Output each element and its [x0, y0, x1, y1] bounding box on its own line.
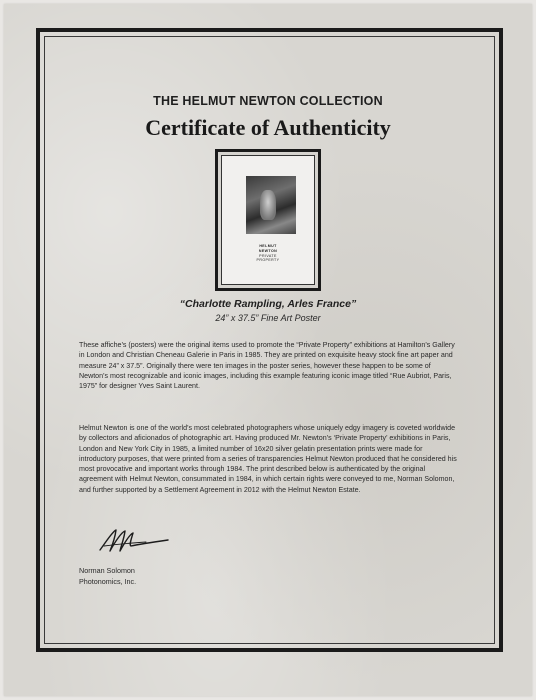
poster-text-property: PROPERTY	[256, 258, 280, 262]
poster-photo-image	[246, 176, 296, 234]
artwork-title: “Charlotte Rampling, Arles France”	[179, 298, 357, 310]
signer-organization: Photonomics, Inc.	[79, 577, 137, 586]
collection-heading: THE HELMUT NEWTON COLLECTION	[153, 94, 383, 108]
poster-text-newton: NEWTON	[258, 249, 278, 253]
poster-text-helmut: HELMUT	[259, 244, 277, 248]
paragraph-poster-history: These affiche’s (posters) were the original items used to promote the “Private Property” exhibitions at Hamilton’s Gallery in London and Christian Cheneau Galerie in Paris in 1985. They are printed on exquisite heavy stock fine art paper and measure 24” x 37.5”. Originally there were ten images in the poster series, however these happen to be some of Newton’s most recognizable and iconic images, including this example featuring iconic image titled “Rue Aubriot, Paris, 1975” for designer Yves Saint Laurent.	[79, 341, 455, 391]
poster-thumbnail-frame	[215, 149, 321, 291]
poster-text-private: PRIVATE	[259, 254, 277, 258]
signature-mark	[98, 524, 170, 554]
artwork-details: 24” x 37.5” Fine Art Poster	[215, 313, 321, 323]
signer-name: Norman Solomon	[79, 566, 135, 575]
paragraph-authentication: Helmut Newton is one of the world’s most celebrated photographers whose uniquely edgy imagery is coveted worldwide by collectors and aficionados of photographic art. Having produced Mr. Newton’s ‘Private Property’ exhibitions in Paris, London and New York City in 1985, a limited number of 16x20 silver gelatin presentation prints were made for introductory purposes, that were printed from a series of transparencies Helmut Newton produced that he considered his most provocative and important works through 1984. The print described below is authenticated by the original agreement with Helmut Newton, consummated in 1984, in which certain rights were conveyed to me, Norman Solomon, and further supported by a Settlement Agreement in 2012 with the Helmut Newton Estate.	[79, 424, 457, 494]
poster-thumbnail	[221, 155, 315, 285]
certificate-title: Certificate of Authenticity	[145, 115, 391, 140]
